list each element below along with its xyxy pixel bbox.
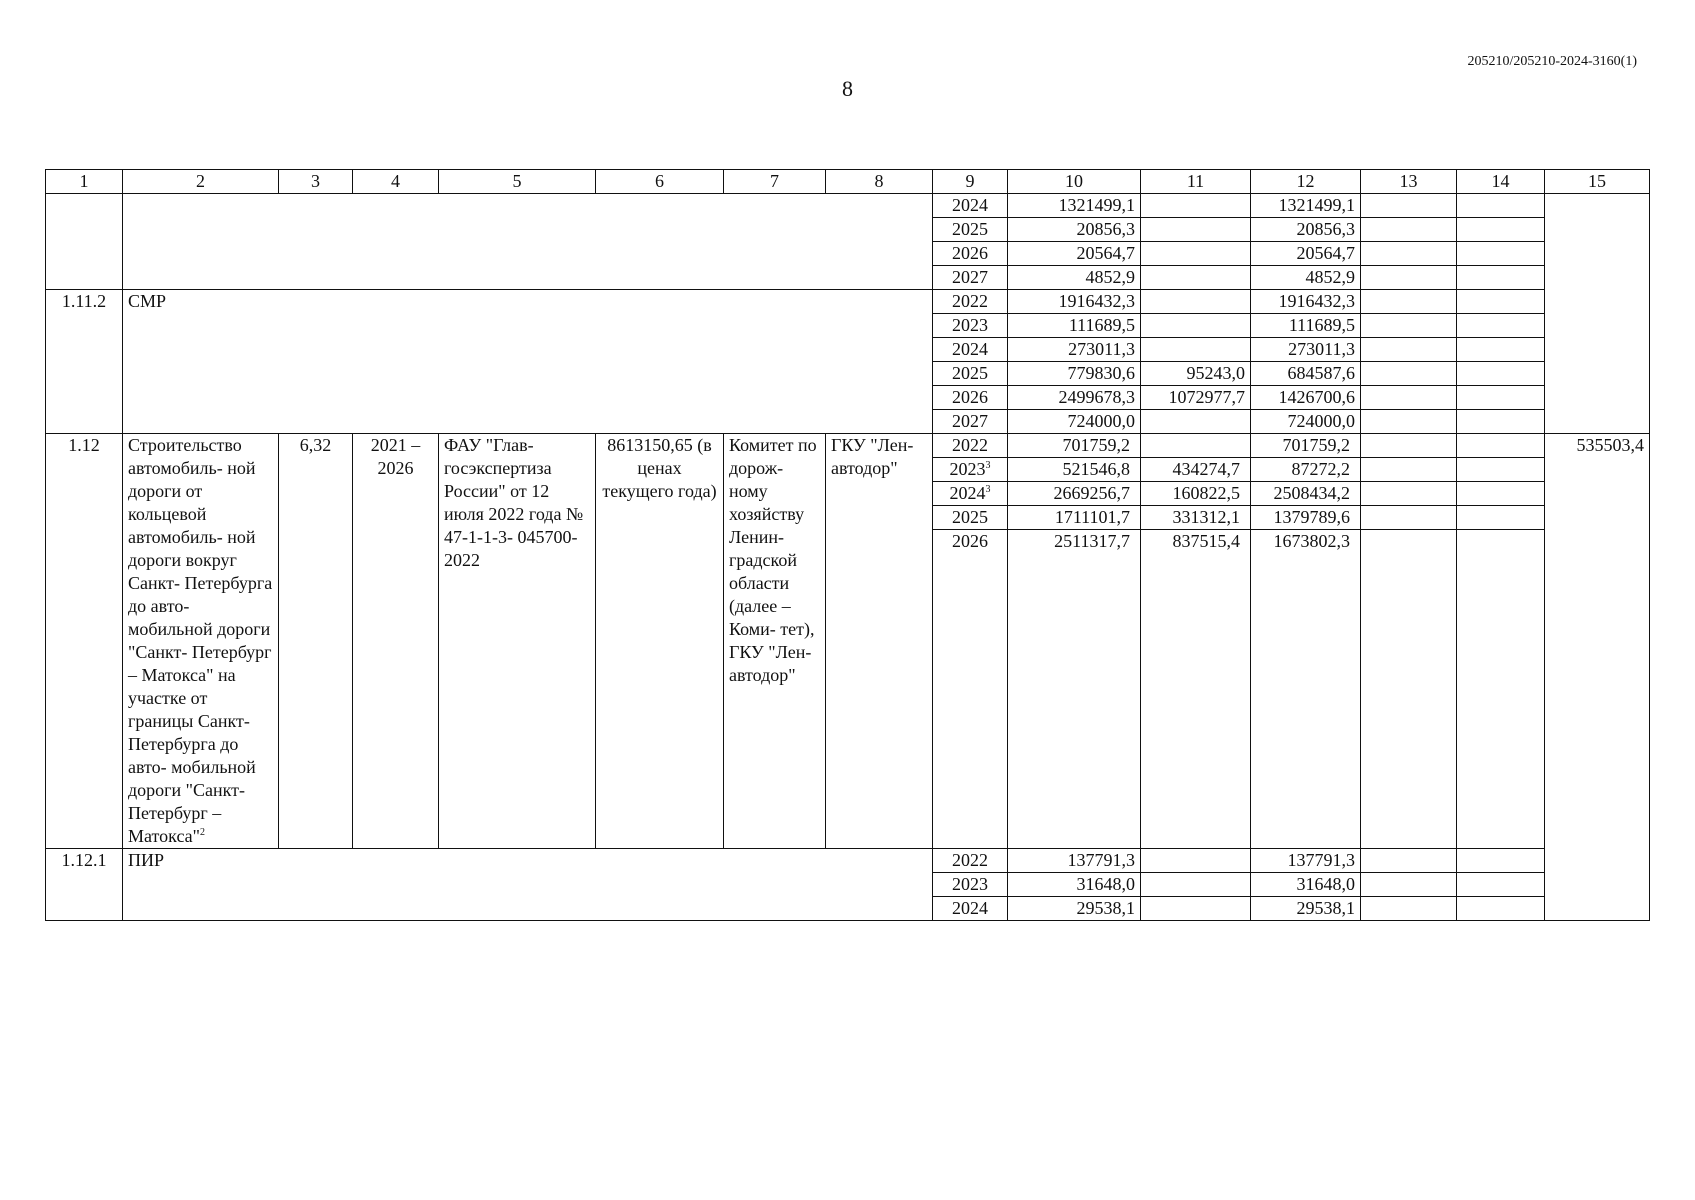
year-cell: 2023 <box>933 314 1008 338</box>
document-id: 205210/205210-2024-3160(1) <box>1467 54 1637 69</box>
year-cell: 2024 <box>933 194 1008 218</box>
regional-cell: 137791,3 <box>1251 849 1361 873</box>
regional-cell: 273011,3 <box>1251 338 1361 362</box>
page-number: 8 <box>842 76 853 101</box>
empty-cell <box>1361 314 1457 338</box>
federal-cell: 160822,5 <box>1141 482 1250 506</box>
federal-cell: 1072977,7 <box>1141 386 1251 410</box>
col-header: 12 <box>1251 170 1361 194</box>
empty-cell <box>1457 242 1545 266</box>
total-cell: 521546,8 <box>1008 458 1140 482</box>
federal-cell <box>1141 194 1251 218</box>
regional-cell: 1426700,6 <box>1251 386 1361 410</box>
year-cell: 2025 <box>933 362 1008 386</box>
empty-cell <box>1361 242 1457 266</box>
regional-cell: 87272,2 <box>1251 458 1360 482</box>
empty-cell <box>1361 194 1457 218</box>
col-header: 7 <box>724 170 826 194</box>
federal-cell <box>1141 290 1251 314</box>
col-header: 13 <box>1361 170 1457 194</box>
empty-cell <box>1457 194 1545 218</box>
regional-stack-cell <box>1251 434 1361 849</box>
regional-cell: 724000,0 <box>1251 410 1361 434</box>
empty-cell <box>1457 362 1545 386</box>
regional-cell: 1673802,3 <box>1273 531 1350 551</box>
regional-cell: 1916432,3 <box>1251 290 1361 314</box>
regional-cell: 29538,1 <box>1251 897 1361 921</box>
federal-cell <box>1141 873 1251 897</box>
year-cell: 2025 <box>933 218 1008 242</box>
year-stack-cell <box>933 434 1008 849</box>
col-header: 1 <box>46 170 123 194</box>
col-header: 8 <box>826 170 933 194</box>
col15-cell: 535503,4 <box>1545 434 1650 921</box>
year-cell: 2022 <box>933 849 1008 873</box>
table-row <box>46 849 1650 873</box>
empty-cell <box>1361 897 1457 921</box>
federal-cell <box>1141 218 1251 242</box>
total-cell: 31648,0 <box>1008 873 1141 897</box>
empty-cell <box>1361 873 1457 897</box>
total-cell: 779830,6 <box>1008 362 1141 386</box>
empty-cell <box>1361 410 1457 434</box>
year-cell: 2022 <box>933 434 1007 458</box>
col-header: 3 <box>279 170 353 194</box>
empty-cell <box>1361 338 1457 362</box>
total-cell: 2511317,7 <box>1054 531 1130 551</box>
year-cell: 2025 <box>933 506 1007 530</box>
year-cell: 2026 <box>952 531 988 551</box>
federal-cell <box>1141 410 1251 434</box>
federal-cell <box>1141 434 1250 458</box>
federal-cell <box>1141 266 1251 290</box>
empty-cell <box>1361 266 1457 290</box>
col-header: 6 <box>596 170 724 194</box>
federal-cell: 331312,1 <box>1141 506 1250 530</box>
empty-cell <box>1361 290 1457 314</box>
regional-cell: 684587,6 <box>1251 362 1361 386</box>
total-cell: 701759,2 <box>1008 434 1140 458</box>
regional-cell: 2508434,2 <box>1251 482 1360 506</box>
col13-stack-cell <box>1361 434 1457 849</box>
year-cell: 2027 <box>933 266 1008 290</box>
empty-cell <box>1361 362 1457 386</box>
table-row <box>46 290 1650 314</box>
empty-cell <box>1361 849 1457 873</box>
federal-cell <box>1141 314 1251 338</box>
total-cell: 1916432,3 <box>1008 290 1141 314</box>
regional-cell: 701759,2 <box>1251 434 1360 458</box>
empty-cell <box>1457 314 1545 338</box>
total-cell: 20856,3 <box>1008 218 1141 242</box>
header-row <box>46 170 1650 194</box>
col-header: 10 <box>1008 170 1141 194</box>
regional-cell: 1379789,6 <box>1251 506 1360 530</box>
col-header: 4 <box>353 170 439 194</box>
total-cell: 1321499,1 <box>1008 194 1141 218</box>
year-cell: 2022 <box>933 290 1008 314</box>
empty-cell <box>1361 218 1457 242</box>
object-name-cell <box>123 434 279 849</box>
regional-cell: 4852,9 <box>1251 266 1361 290</box>
total-stack-cell <box>1008 434 1141 849</box>
row-description-cell: СМР <box>123 290 933 434</box>
regional-cell: 31648,0 <box>1251 873 1361 897</box>
total-cell: 724000,0 <box>1008 410 1141 434</box>
empty-cell <box>1457 849 1545 873</box>
row-number-cell <box>46 194 123 290</box>
total-cell: 29538,1 <box>1008 897 1141 921</box>
empty-cell <box>1457 897 1545 921</box>
empty-cell <box>1457 290 1545 314</box>
cost-cell: 8613150,65 (в ценах текущего года) <box>596 434 724 849</box>
empty-cell <box>1457 410 1545 434</box>
total-cell: 111689,5 <box>1008 314 1141 338</box>
empty-cell <box>1457 266 1545 290</box>
customer-cell: Комитет по дорож- ному хозяйству Ленин- градской области (далее – Коми- тет), ГКУ "Лен- автодор" <box>724 434 826 849</box>
regional-cell: 111689,5 <box>1251 314 1361 338</box>
year-cell: 2024 <box>933 338 1008 362</box>
period-cell: 2021 – 2026 <box>353 434 439 849</box>
empty-cell <box>1457 338 1545 362</box>
col-header: 2 <box>123 170 279 194</box>
year-cell: 2026 <box>933 242 1008 266</box>
year-cell: 2023$^3$ <box>933 458 1007 482</box>
builder-cell: ГКУ "Лен- автодор" <box>826 434 933 849</box>
year-cell: 2026 <box>933 386 1008 410</box>
length-cell: 6,32 <box>279 434 353 849</box>
federal-cell <box>1141 849 1251 873</box>
table-row <box>46 434 1650 849</box>
federal-cell: 837515,4 <box>1172 531 1240 551</box>
empty-cell <box>1457 873 1545 897</box>
budget-table <box>45 169 1650 921</box>
total-cell: 4852,9 <box>1008 266 1141 290</box>
col-header: 5 <box>439 170 596 194</box>
year-cell: 2027 <box>933 410 1008 434</box>
total-cell: 273011,3 <box>1008 338 1141 362</box>
total-cell: 20564,7 <box>1008 242 1141 266</box>
expertise-cell: ФАУ "Глав- госэкспертиза России" от 12 июля 2022 года № 47-1-1-3- 045700-2022 <box>439 434 596 849</box>
federal-cell: 95243,0 <box>1141 362 1251 386</box>
total-cell: 2499678,3 <box>1008 386 1141 410</box>
row-number-cell: 1.11.2 <box>46 290 123 434</box>
row-number-cell: 1.12.1 <box>46 849 123 921</box>
table-row <box>46 194 1650 218</box>
col-header: 14 <box>1457 170 1545 194</box>
col-header: 15 <box>1545 170 1650 194</box>
row-number-cell: 1.12 <box>46 434 123 849</box>
col-header: 11 <box>1141 170 1251 194</box>
col-header: 9 <box>933 170 1008 194</box>
federal-stack-cell <box>1141 434 1251 849</box>
empty-cell <box>1361 386 1457 410</box>
col15-cell <box>1545 194 1650 434</box>
year-cell: 2023 <box>933 873 1008 897</box>
year-cell: 2024 <box>933 897 1008 921</box>
federal-cell <box>1141 242 1251 266</box>
row-description-cell: ПИР <box>123 849 933 921</box>
total-cell: 2669256,7 <box>1008 482 1140 506</box>
regional-cell: 20856,3 <box>1251 218 1361 242</box>
regional-cell: 20564,7 <box>1251 242 1361 266</box>
object-name: Строительство автомобиль- ной дороги от кольцевой автомобиль- ной дороги вокруг Санкт- Петербурга до авто- мобильной дороги "Санкт- Петербург – Матокса" на участке от границы Санкт- Петербурга до авто- мобильной дороги "Санкт- Петербург – Матокса" <box>128 435 273 846</box>
col14-stack-cell <box>1457 434 1545 849</box>
federal-cell: 434274,7 <box>1141 458 1250 482</box>
total-cell: 1711101,7 <box>1008 506 1140 530</box>
year-cell: 2024$^3$ <box>933 482 1007 506</box>
federal-cell <box>1141 338 1251 362</box>
empty-cell <box>1457 218 1545 242</box>
footnote-mark: 2 <box>200 827 205 838</box>
regional-cell: 1321499,1 <box>1251 194 1361 218</box>
empty-cell <box>1457 386 1545 410</box>
row-description-cell <box>123 194 933 290</box>
total-cell: 137791,3 <box>1008 849 1141 873</box>
federal-cell <box>1141 897 1251 921</box>
